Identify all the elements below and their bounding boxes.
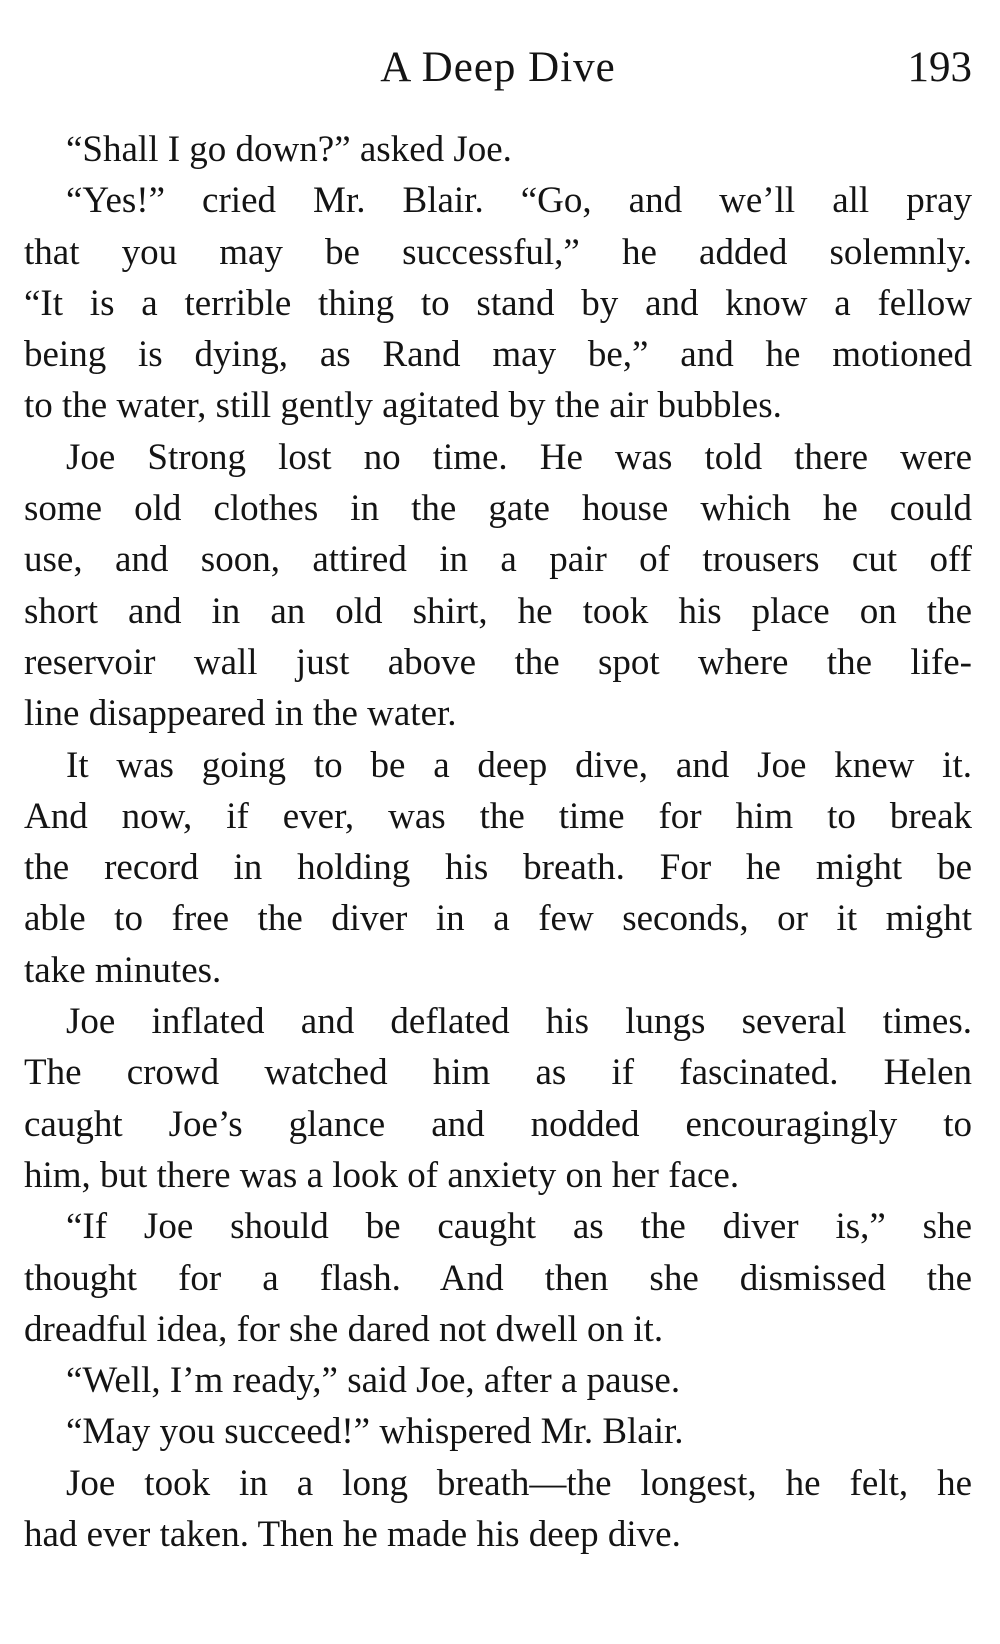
text-line: “If Joe should be caught as the diver is,” she — [66, 1206, 972, 1248]
text-line: Joe inflated and deflated his lungs several times. — [66, 1001, 972, 1043]
text-line: that you may be successful,” he added solemnly. — [24, 231, 972, 273]
text-line: thought for a flash. And then she dismissed the — [24, 1257, 972, 1299]
text-line: reservoir wall just above the spot where the life- — [24, 641, 972, 683]
text-line: dreadful idea, for she dared not dwell on it. — [24, 1308, 664, 1350]
text-line: to the water, still gently agitated by the air bubbles. — [24, 385, 782, 427]
text-line: some old clothes in the gate house which he could — [24, 488, 972, 530]
text-line: “Well, I’m ready,” said Joe, after a pause. — [66, 1360, 681, 1402]
text-line: take minutes. — [24, 949, 222, 991]
text-line: The crowd watched him as if fascinated. Helen — [24, 1052, 972, 1094]
chapter-title: A Deep Dive — [380, 44, 616, 91]
text-line: Joe took in a long breath—the longest, he felt, he — [66, 1462, 972, 1504]
text-line: short and in an old shirt, he took his place on the — [24, 590, 972, 632]
text-line: him, but there was a look of anxiety on her face. — [24, 1154, 740, 1196]
page-number: 193 — [907, 44, 972, 91]
text-line: It was going to be a deep dive, and Joe knew it. — [66, 744, 972, 786]
text-line: “May you succeed!” whispered Mr. Blair. — [66, 1411, 684, 1453]
text-line: able to free the diver in a few seconds, or it might — [24, 898, 972, 940]
running-head — [24, 38, 972, 98]
text-line: caught Joe’s glance and nodded encouragingly to — [24, 1103, 972, 1145]
body-text — [24, 124, 972, 1560]
text-line: line disappeared in the water. — [24, 693, 457, 735]
text-line: “Yes!” cried Mr. Blair. “Go, and we’ll all pray — [66, 180, 972, 222]
text-line: being is dying, as Rand may be,” and he motioned — [24, 334, 972, 376]
text-line: Joe Strong lost no time. He was told there were — [66, 436, 972, 478]
text-line: had ever taken. Then he made his deep dive. — [24, 1514, 681, 1556]
text-line: “Shall I go down?” asked Joe. — [66, 129, 512, 170]
text-line: “It is a terrible thing to stand by and know a fellow — [24, 282, 972, 324]
text-line: And now, if ever, was the time for him to break — [24, 795, 972, 837]
text-line: the record in holding his breath. For he might be — [24, 847, 972, 889]
text-line: use, and soon, attired in a pair of trousers cut off — [24, 539, 972, 581]
